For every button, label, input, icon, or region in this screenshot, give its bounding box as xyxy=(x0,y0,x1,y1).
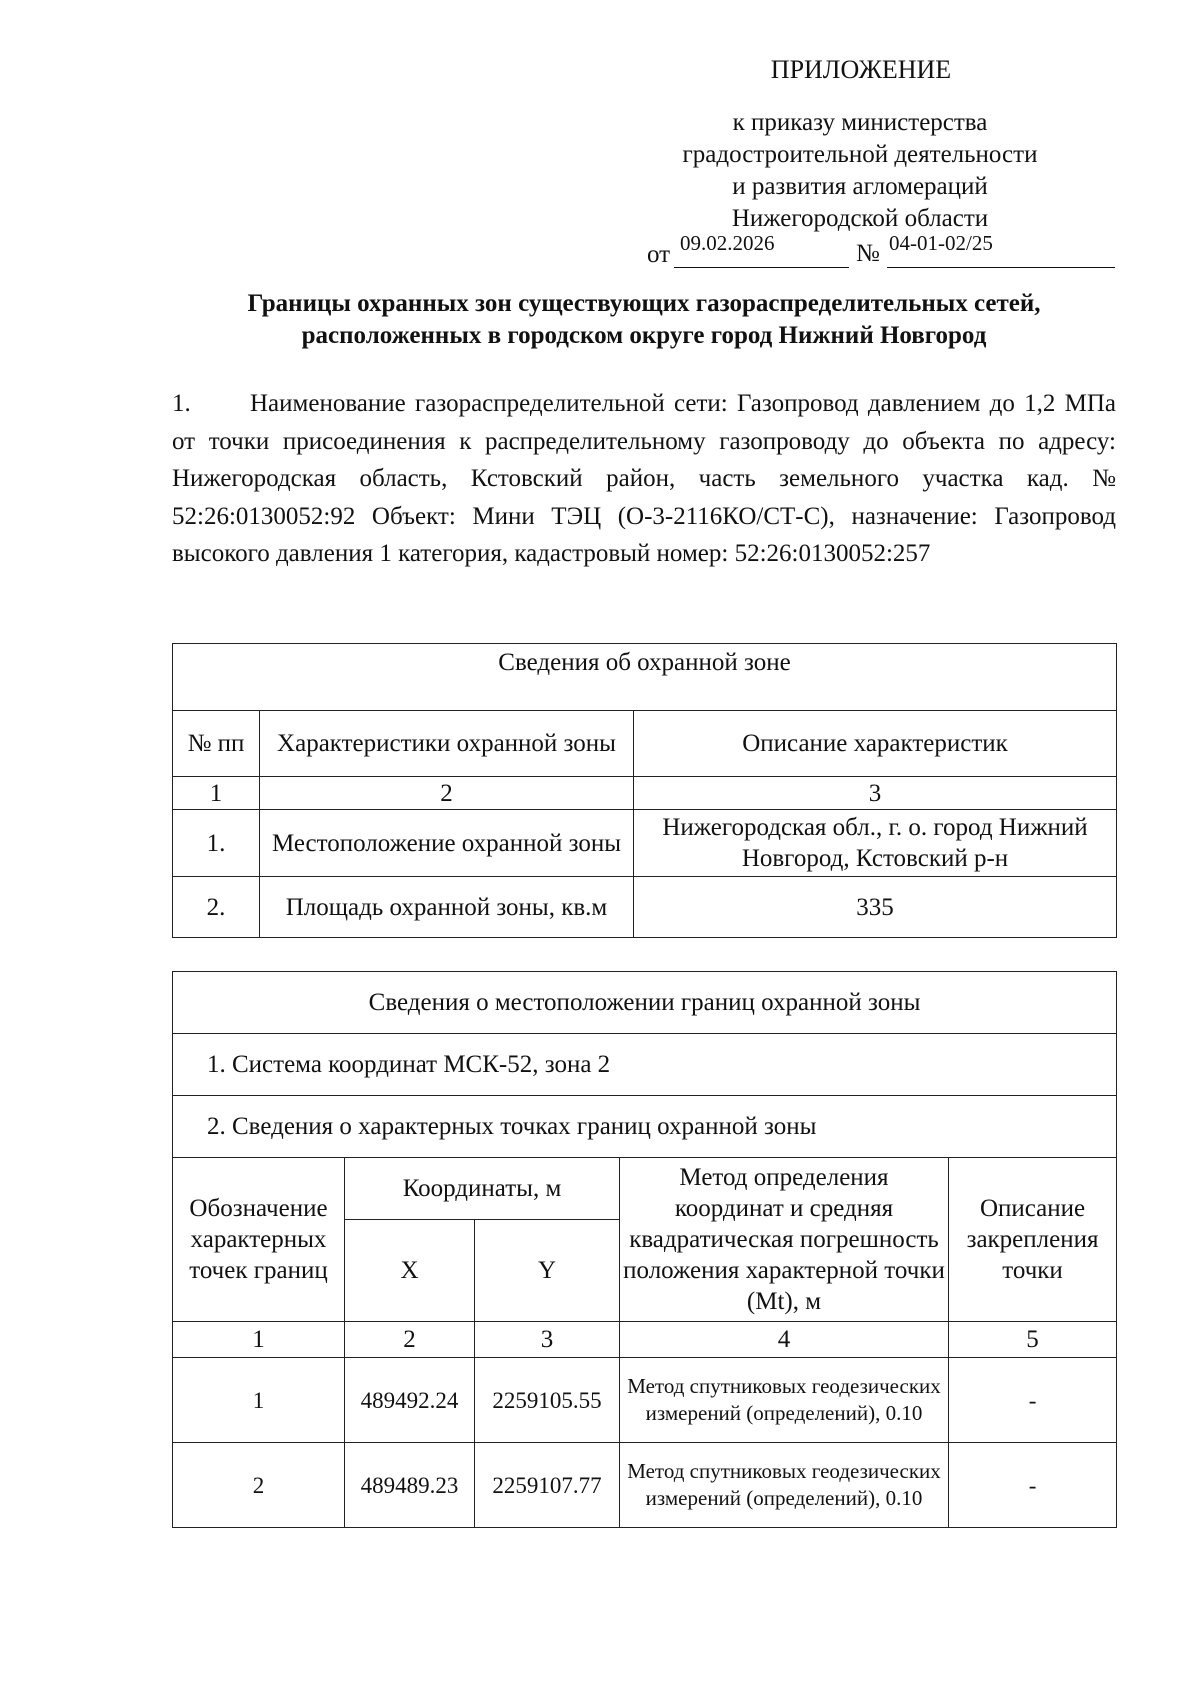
table-row xyxy=(173,1443,1117,1528)
table-row xyxy=(173,1358,1117,1443)
method-cell: Метод спутниковых геодезических измерений (определений), 0.10 xyxy=(620,1443,949,1528)
point-id: 1 xyxy=(173,1358,345,1443)
fixing-header: Описание закрепления точки xyxy=(949,1158,1117,1322)
fixing-cell: - xyxy=(949,1443,1117,1528)
boundary-points-table xyxy=(172,971,1117,1528)
order-reference-line: к приказу министерства xyxy=(732,109,988,136)
y-coordinate: 2259107.77 xyxy=(475,1443,620,1528)
fixing-cell: - xyxy=(949,1358,1117,1443)
column-number: 1 xyxy=(173,1322,345,1358)
network-description xyxy=(172,385,1116,573)
zone-info-caption: Сведения об охранной зоне xyxy=(173,644,1117,711)
row-number: 2. xyxy=(173,877,260,938)
designation-header: Обозначение характерных точек границ xyxy=(173,1158,345,1322)
column-number: 3 xyxy=(475,1322,620,1358)
document-title-line: расположенных в городском округе город Нижний Новгород xyxy=(301,322,987,349)
column-number: 2 xyxy=(260,777,634,810)
method-header: Метод определения координат и средняя квадратическая погрешность положения характерной точки (Mt), м xyxy=(620,1158,949,1322)
date-underline xyxy=(674,267,849,268)
table-row xyxy=(173,810,1117,877)
characteristic-cell: Площадь охранной зоны, кв.м xyxy=(260,877,634,938)
item-number: 1. xyxy=(172,390,191,417)
row-number: 1. xyxy=(173,810,260,877)
number-underline xyxy=(887,267,1115,268)
description-cell: 335 xyxy=(634,877,1117,938)
column-number: 5 xyxy=(949,1322,1117,1358)
order-reference-line: Нижегородской области xyxy=(731,205,989,232)
coordinate-system: 1. Система координат МСК-52, зона 2 xyxy=(173,1034,1117,1096)
point-id: 2 xyxy=(173,1443,345,1528)
order-reference xyxy=(640,107,1080,235)
column-number: 1 xyxy=(173,777,260,810)
description-cell: Нижегородская обл., г. о. город Нижний Новгород, Кстовский р-н xyxy=(634,810,1117,877)
order-reference-line: градостроительной деятельности xyxy=(682,141,1038,168)
characteristic-cell: Местоположение охранной зоны xyxy=(260,810,634,877)
order-number: 04-01-02/25 xyxy=(889,231,993,255)
x-coordinate: 489489.23 xyxy=(345,1443,475,1528)
column-header: Характеристики охранной зоны xyxy=(260,711,634,777)
y-header: Y xyxy=(475,1220,620,1322)
points-section-title: 2. Сведения о характерных точках границ охранной зоны xyxy=(173,1096,1117,1158)
y-coordinate: 2259105.55 xyxy=(475,1358,620,1443)
method-cell: Метод спутниковых геодезических измерений (определений), 0.10 xyxy=(620,1358,949,1443)
coordinates-header: Координаты, м xyxy=(345,1158,620,1220)
table-row xyxy=(173,877,1117,938)
order-date: 09.02.2026 xyxy=(680,231,775,255)
item-text: Наименование газораспределительной сети: Газопровод давлением до 1,2 МПа от точки присоединения к распределительному газопроводу до объекта по адресу: Нижегородская область, Кстовский район, часть земельного участка кад. № 52:26:0130052:92 Объект: Мини ТЭЦ (О-3-2116КО/СТ-С), назначение: Газопровод высокого давления 1 категория, кадастровый номер: 52:26:0130052:257 xyxy=(172,390,1116,567)
column-number: 4 xyxy=(620,1322,949,1358)
x-header: X xyxy=(345,1220,475,1322)
from-label: от xyxy=(647,241,671,268)
appendix-title: ПРИЛОЖЕНИЕ xyxy=(770,55,952,84)
column-header: № пп xyxy=(173,711,260,777)
column-number: 2 xyxy=(345,1322,475,1358)
document-title xyxy=(172,288,1116,352)
zone-info-table xyxy=(172,643,1117,938)
column-header: Описание характеристик xyxy=(634,711,1117,777)
x-coordinate: 489492.24 xyxy=(345,1358,475,1443)
order-reference-line: и развития агломераций xyxy=(732,173,988,200)
column-number: 3 xyxy=(634,777,1117,810)
number-label: № xyxy=(856,240,880,267)
document-title-line: Границы охранных зон существующих газораспределительных сетей, xyxy=(247,290,1041,317)
boundary-caption: Сведения о местоположении границ охранной зоны xyxy=(173,972,1117,1034)
